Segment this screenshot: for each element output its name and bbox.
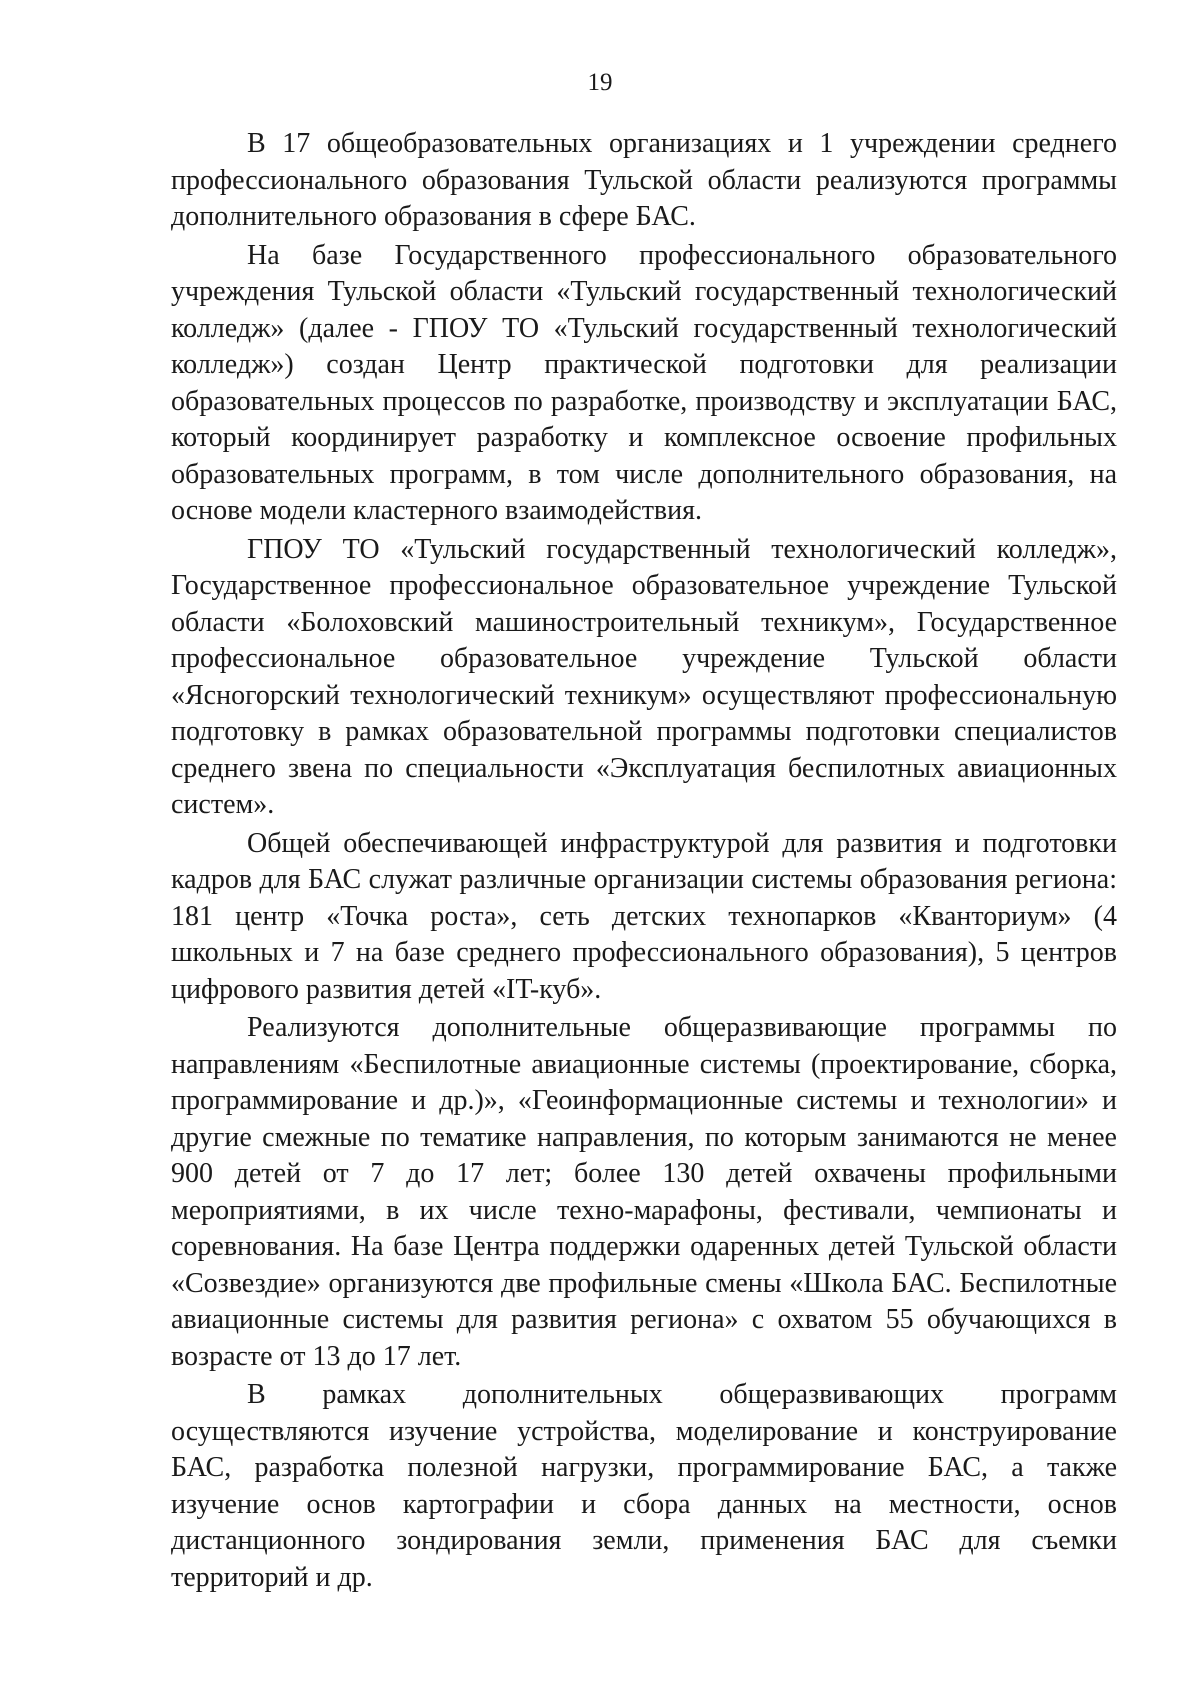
paragraph-programs-count: В 17 общеобразовательных организациях и 1 учреждении среднего профессионального образования Тульской области реализуются программы дополнительного образования в сфере БАС. (171, 128, 1117, 232)
paragraph-training-center: На базе Государственного профессионального образовательного учреждения Тульской области «Тульский государственный технологический колледж» (далее - ГПОУ ТО «Тульский государственный технологический колледж») создан Центр практической подготовки для реализации образовательных процессов по разработке, производству и эксплуатации БАС, который координирует разработку и комплексное освоение профильных образовательных программ, в том числе дополнительного образования, на основе модели кластерного взаимодействия. (171, 239, 1117, 526)
paragraph-program-content: В рамках дополнительных общеразвивающих программ осуществляются изучение устройства, моделирование и конструирование БАС, разработка полезной нагрузки, программирование БАС, а также изучение основ картографии и сбора данных на местности, основ дистанционного зондирования земли, применения БАС для съемки территорий и др. (171, 1379, 1117, 1593)
document-body (171, 126, 1117, 1598)
page-number: 19 (587, 69, 613, 96)
paragraph-colleges: ГПОУ ТО «Тульский государственный технологический колледж», Государственное профессиональное образовательное учреждение Тульской области «Болоховский машиностроительный техникум», Государственное профессиональное образовательное учреждение Тульской области «Ясногорский технологический техникум» осуществляют профессиональную подготовку в рамках образовательной программы подготовки специалистов среднего звена по специальности «Эксплуатация беспилотных авиационных систем». (171, 533, 1117, 820)
paragraph-programs-directions: Реализуются дополнительные общеразвивающие программы по направлениям «Беспилотные авиационные системы (проектирование, сборка, программирование и др.)», «Геоинформационные системы и технологии» и другие смежные по тематике направления, по которым занимаются не менее 900 детей от 7 до 17 лет; более 130 детей охвачены профильными мероприятиями, в их числе техно-марафоны, фестивали, чемпионаты и соревнования. На базе Центра поддержки одаренных детей Тульской области «Созвездие» организуются две профильные смены «Школа БАС. Беспилотные авиационные системы для развития региона» с охватом 55 обучающихся в возрасте от 13 до 17 лет. (171, 1012, 1117, 1372)
paragraph-infrastructure: Общей обеспечивающей инфраструктурой для развития и подготовки кадров для БАС служат различные организации системы образования региона: 181 центр «Точка роста», сеть детских технопарков «Кванториум» (4 школьных и 7 на базе среднего профессионального образования), 5 центров цифрового развития детей «IT-куб». (171, 827, 1117, 1005)
